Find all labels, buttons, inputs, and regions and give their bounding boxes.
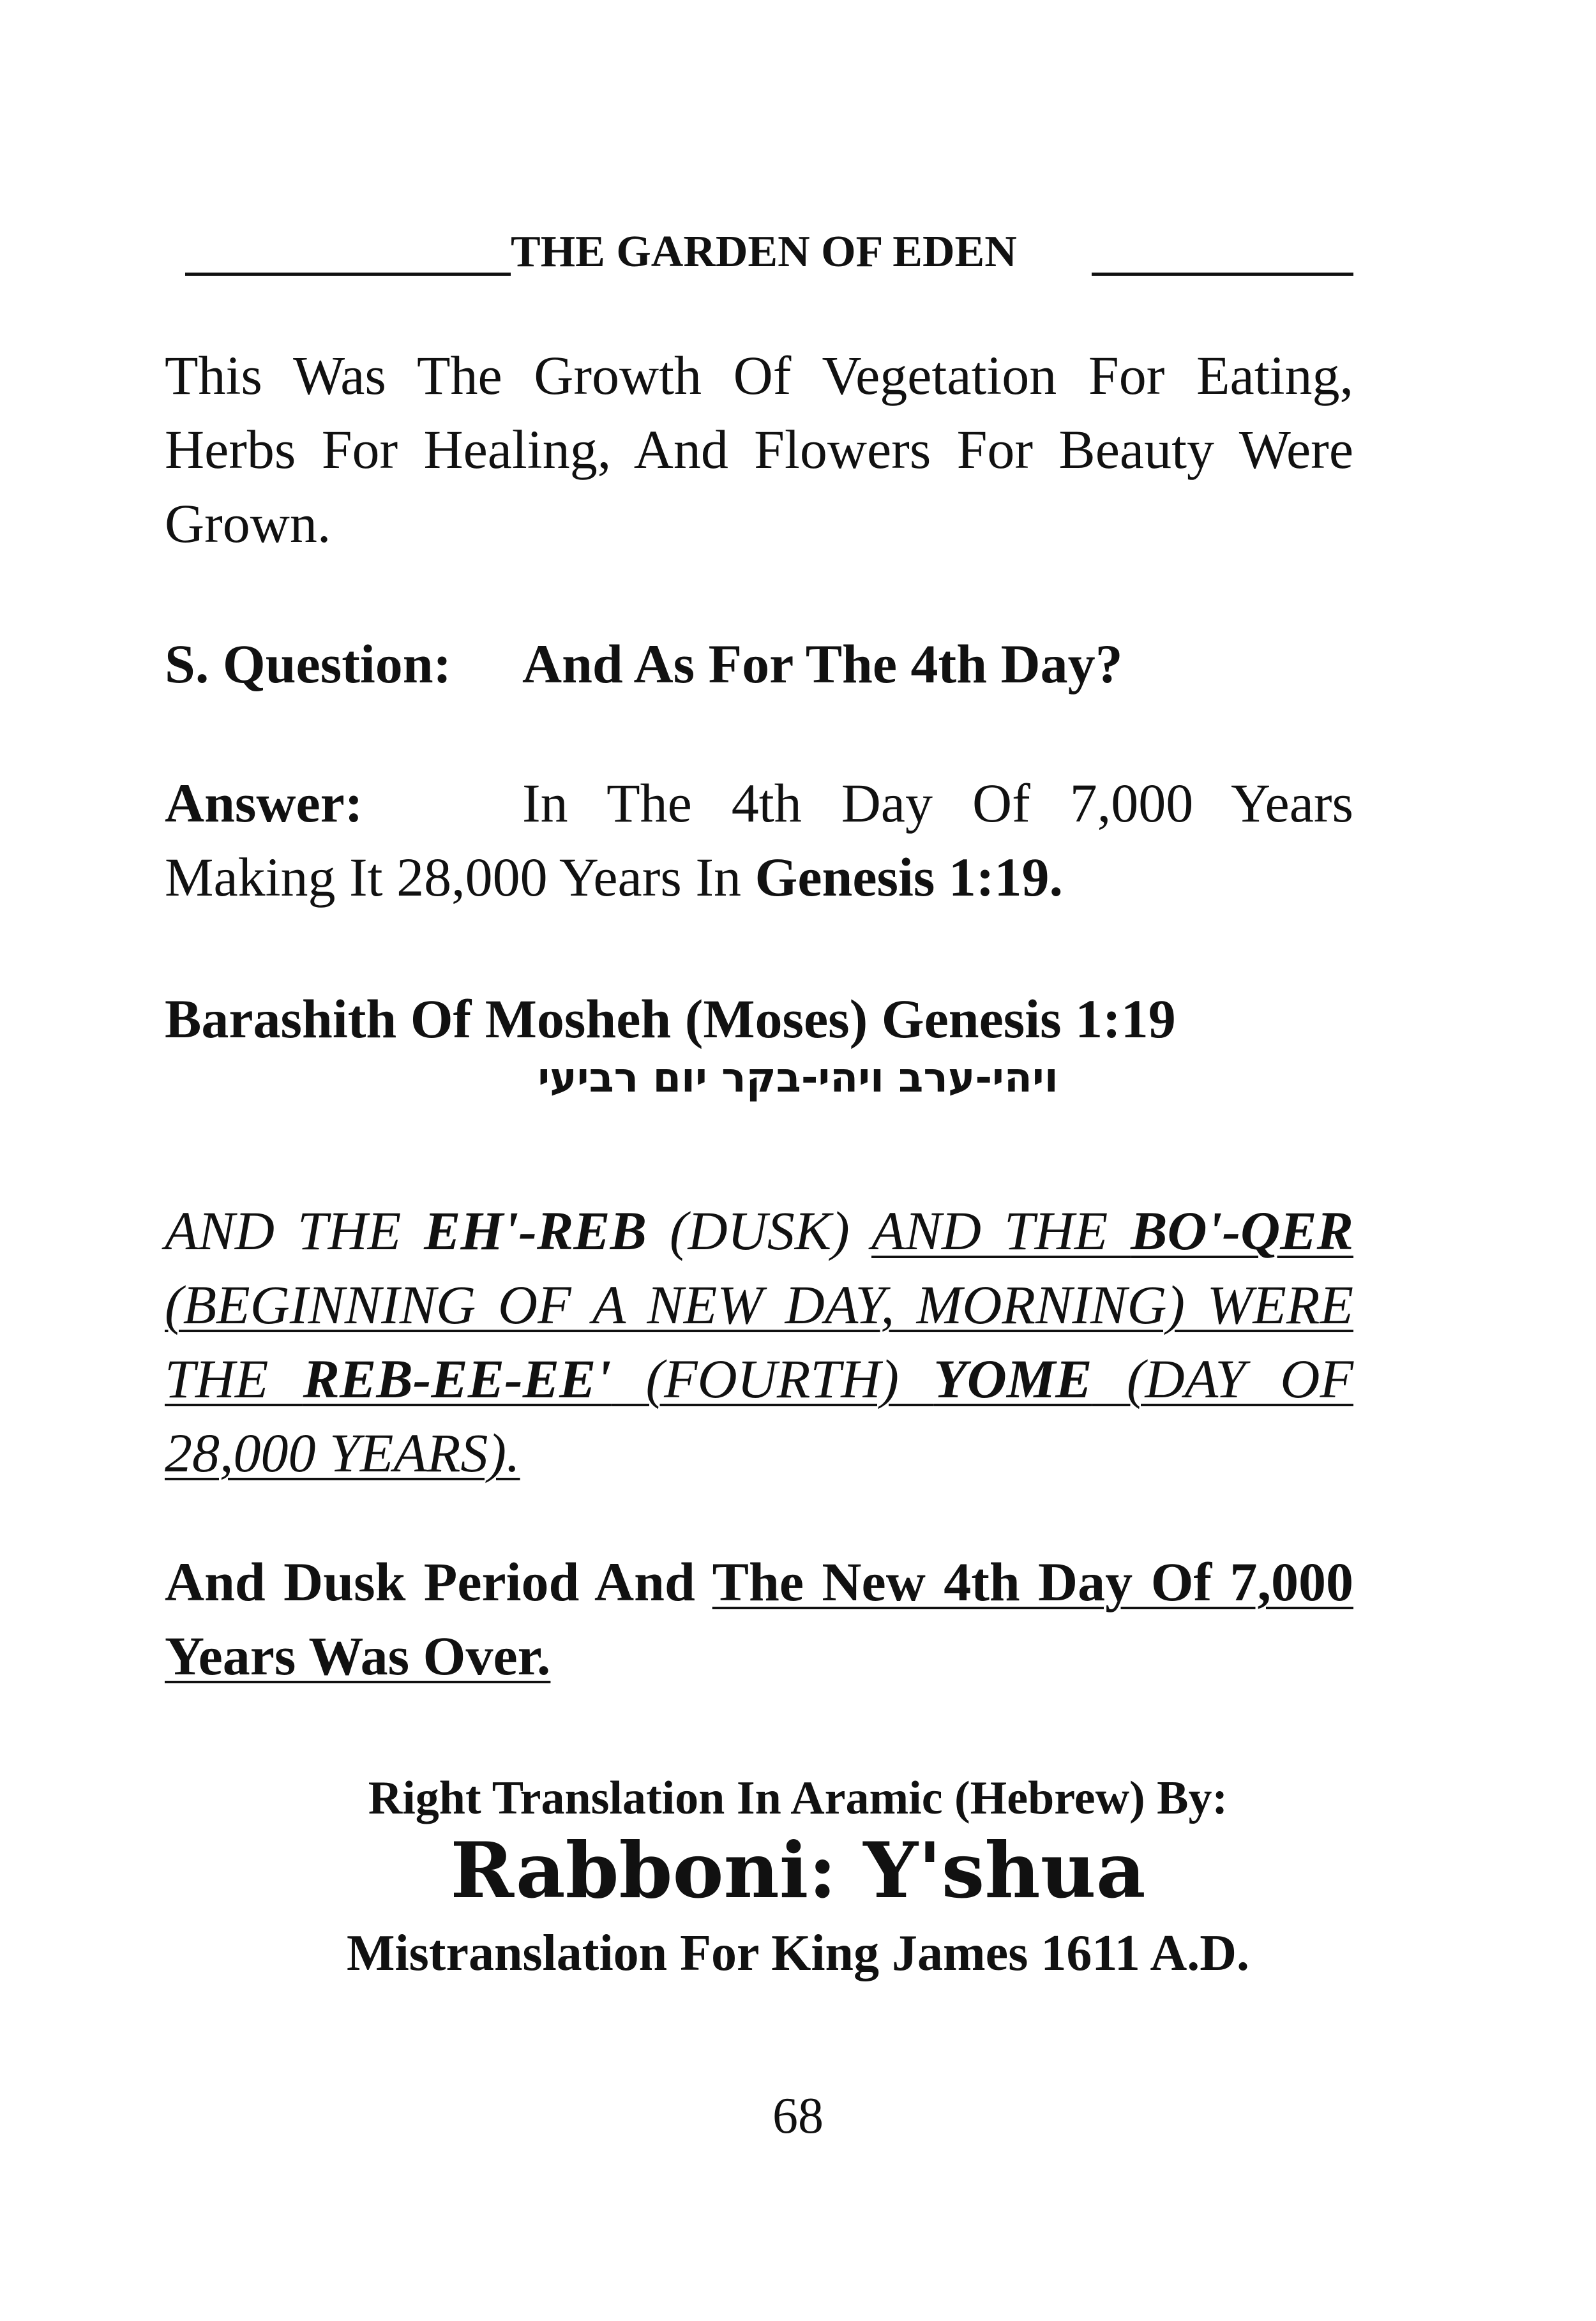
answer-reference: Genesis 1:19. <box>755 846 1064 908</box>
answer-paragraph <box>165 766 1353 914</box>
vegetation-paragraph: This Was The Growth Of Vegetation For Eating, Herbs For Healing, And Flowers For Beauty Were Grown. <box>165 345 1353 554</box>
hebrew-verse: ויהי-ערב ויהי-בקר יום רביעי <box>538 1055 1058 1102</box>
dusk-paragraph <box>165 1545 1353 1693</box>
passage-bo-qer: BO'-QER <box>1131 1200 1354 1261</box>
barashith-heading: Barashith Of Mosheh (Moses) Genesis 1:19 <box>165 988 1176 1049</box>
dusk-plain-text: And Dusk Period And <box>165 1551 712 1612</box>
italic-translation-passage <box>165 1194 1353 1490</box>
passage-underlined-and-the: AND THE <box>871 1200 1131 1261</box>
question-line <box>165 627 1353 701</box>
question-label: S. Question: <box>165 633 452 695</box>
running-header <box>185 227 1353 284</box>
mistranslation-note: Mistranslation For King James 1611 A.D. <box>346 1925 1250 1981</box>
passage-seg-1: AND THE <box>165 1200 425 1261</box>
passage-seg-10: (DAY OF 28,000 YEARS). <box>165 1348 1353 1483</box>
header-rule-left <box>185 273 511 276</box>
passage-reb-ee-ee: REB-EE-EE' <box>303 1348 612 1409</box>
dusk-underlined-text: The New 4th Day Of 7,000 Years Was Over. <box>165 1551 1353 1686</box>
passage-seg-6: (BEGINNING OF A NEW DAY, MORNING) WERE THE <box>165 1274 1353 1409</box>
passage-seg-3: (DUSK) <box>647 1200 872 1261</box>
translation-credit-line: Right Translation In Aramic (Hebrew) By: <box>368 1772 1228 1824</box>
author-name: Rabboni: Y'shua <box>450 1826 1146 1916</box>
passage-seg-8: (FOURTH) <box>611 1348 934 1409</box>
answer-text: In The 4th Day Of 7,000 Years Making It 28,000 Years In <box>165 772 1353 908</box>
question-text: And As For The 4th Day? <box>522 633 1123 695</box>
header-title: THE GARDEN OF EDEN <box>511 227 1017 276</box>
header-rule-right <box>1092 273 1353 276</box>
answer-label: Answer: <box>165 772 363 834</box>
passage-yome: YOME <box>933 1348 1092 1409</box>
passage-eh-reb: EH'-REB <box>424 1200 647 1261</box>
page-number: 68 <box>772 2088 824 2144</box>
